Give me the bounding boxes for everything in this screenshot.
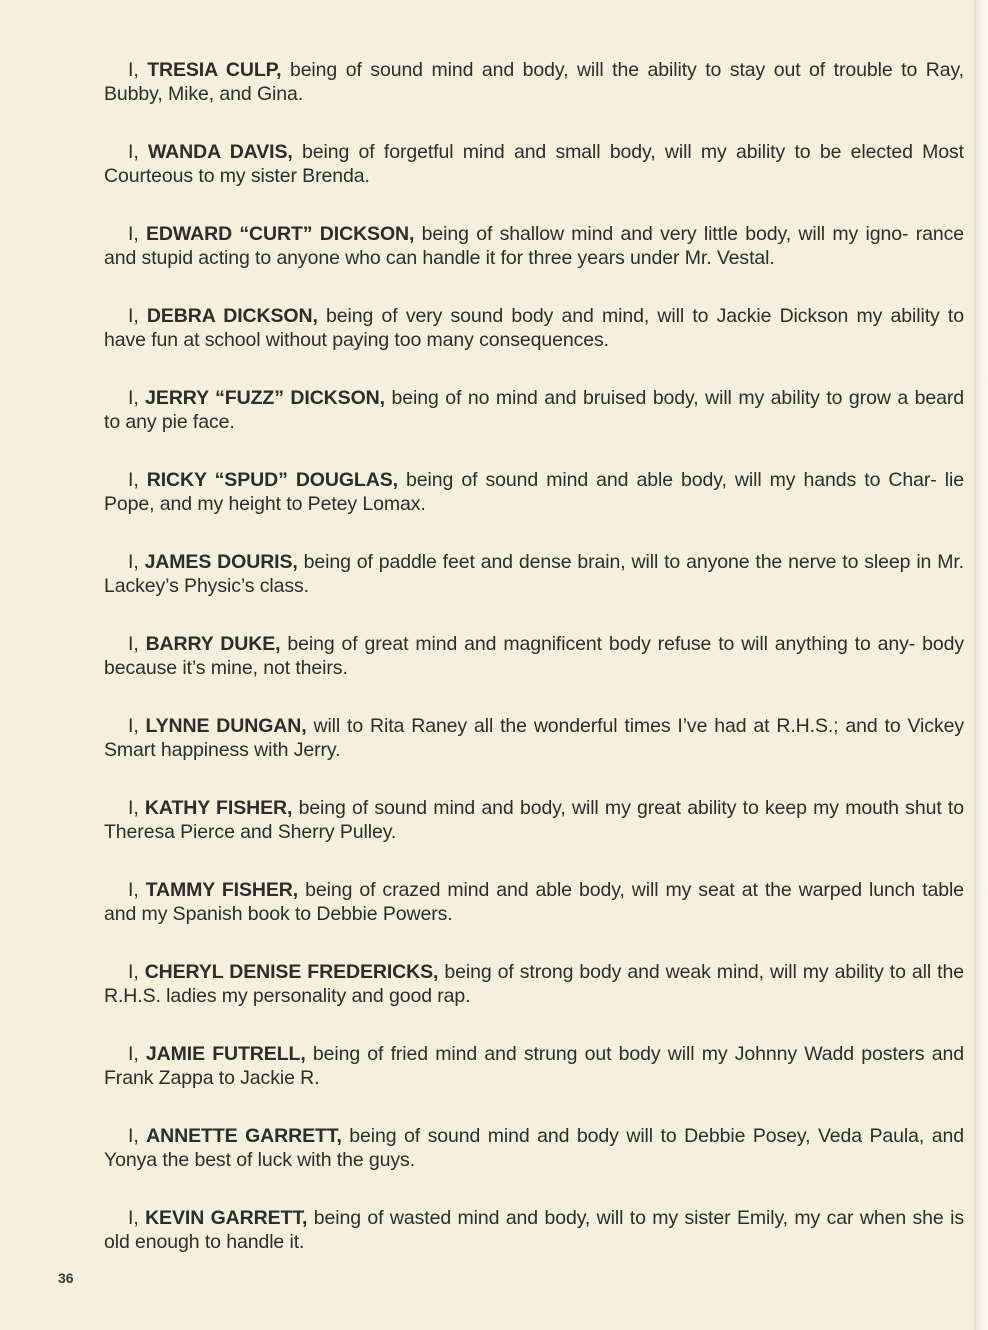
will-entry-edward-dickson — [104, 222, 964, 304]
will-entry-douris — [104, 550, 964, 632]
entry-text: being of sound mind and body, will my great ability to keep my mouth shut to Theresa Pierce and Sherry Pulley. — [104, 797, 964, 843]
entry-prefix: I, — [128, 879, 146, 901]
will-entry-kathy-fisher — [104, 796, 964, 878]
entry-text: will to Rita Raney all the wonderful times I’ve had at R.H.S.; and to Vickey Smart happiness with Jerry. — [104, 715, 964, 761]
entry-text: being of wasted mind and body, will to my sister Emily, my car when she is old enough to handle it. — [104, 1207, 964, 1253]
entry-prefix: I, — [128, 551, 145, 573]
student-name: JAMIE FUTRELL, — [145, 1043, 306, 1065]
will-entry-fredericks — [104, 960, 964, 1042]
will-entry-davis — [104, 140, 964, 222]
student-name: KEVIN GARRETT, — [145, 1207, 308, 1229]
page-edge — [974, 0, 988, 1330]
will-entries — [104, 58, 964, 1288]
entry-prefix: I, — [128, 1125, 147, 1147]
will-entry-annette-garrett — [104, 1124, 964, 1206]
entry-text: being of no mind and bruised body, will my ability to grow a beard to any pie face. — [104, 387, 964, 433]
will-entry-debra-dickson — [104, 304, 964, 386]
entry-text: being of crazed mind and able body, will my seat at the warped lunch table and my Spanish book to Debbie Powers. — [104, 879, 964, 925]
will-entry-culp — [104, 58, 964, 140]
student-name: CHERYL DENISE FREDERICKS, — [144, 961, 439, 983]
student-name: JERRY “FUZZ” DICKSON, — [145, 387, 385, 409]
entry-text: being of strong body and weak mind, will my ability to all the R.H.S. ladies my personality and good rap. — [104, 961, 964, 1007]
entry-prefix: I, — [128, 1043, 146, 1065]
entry-text: being of great mind and magnificent body refuse to will anything to any- body because it’s mine, not theirs. — [104, 633, 964, 679]
page-number: 36 — [58, 1270, 74, 1286]
entry-prefix: I, — [128, 59, 148, 81]
entry-text: being of fried mind and strung out body will my Johnny Wadd posters and Frank Zappa to Jackie R. — [104, 1043, 964, 1089]
will-entry-jerry-dickson — [104, 386, 964, 468]
entry-prefix: I, — [128, 633, 146, 655]
entry-text: being of shallow mind and very little body, will my igno- rance and stupid acting to anyone who can handle it for three years under Mr. Vestal. — [104, 223, 964, 269]
student-name: RICKY “SPUD” DOUGLAS, — [146, 469, 398, 491]
entry-text: being of sound mind and body, will the ability to stay out of trouble to Ray, Bubby, Mike, and Gina. — [104, 59, 964, 105]
entry-text: being of very sound body and mind, will to Jackie Dickson my ability to have fun at school without paying too many consequences. — [104, 305, 964, 351]
entry-text: being of sound mind and body will to Debbie Posey, Veda Paula, and Yonya the best of luck with the guys. — [104, 1125, 964, 1171]
entry-prefix: I, — [128, 961, 145, 983]
entry-prefix: I, — [128, 715, 146, 737]
student-name: TAMMY FISHER, — [145, 879, 299, 901]
will-entry-douglas — [104, 468, 964, 550]
entry-prefix: I, — [128, 469, 147, 491]
entry-prefix: I, — [128, 797, 145, 819]
student-name: KATHY FISHER, — [144, 797, 293, 819]
will-entry-dungan — [104, 714, 964, 796]
will-entry-tammy-fisher — [104, 878, 964, 960]
will-entry-kevin-garrett — [104, 1206, 964, 1288]
student-name: JAMES DOURIS, — [144, 551, 298, 573]
student-name: WANDA DAVIS, — [147, 141, 293, 163]
entry-text: being of forgetful mind and small body, will my ability to be elected Most Courteous to my sister Brenda. — [104, 141, 964, 187]
student-name: TRESIA CULP, — [147, 59, 282, 81]
student-name: ANNETTE GARRETT, — [146, 1125, 342, 1147]
will-entry-futrell — [104, 1042, 964, 1124]
entry-prefix: I, — [128, 223, 146, 245]
entry-prefix: I, — [128, 387, 146, 409]
student-name: BARRY DUKE, — [145, 633, 281, 655]
entry-prefix: I, — [128, 141, 148, 163]
entry-text: being of paddle feet and dense brain, will to anyone the nerve to sleep in Mr. Lackey’s Physic’s class. — [104, 551, 964, 597]
entry-prefix: I, — [128, 305, 147, 327]
student-name: DEBRA DICKSON, — [146, 305, 318, 327]
entry-prefix: I, — [128, 1207, 146, 1229]
entry-text: being of sound mind and able body, will my hands to Char- lie Pope, and my height to Petey Lomax. — [104, 469, 964, 515]
will-entry-duke — [104, 632, 964, 714]
student-name: EDWARD “CURT” DICKSON, — [145, 223, 415, 245]
student-name: LYNNE DUNGAN, — [145, 715, 307, 737]
